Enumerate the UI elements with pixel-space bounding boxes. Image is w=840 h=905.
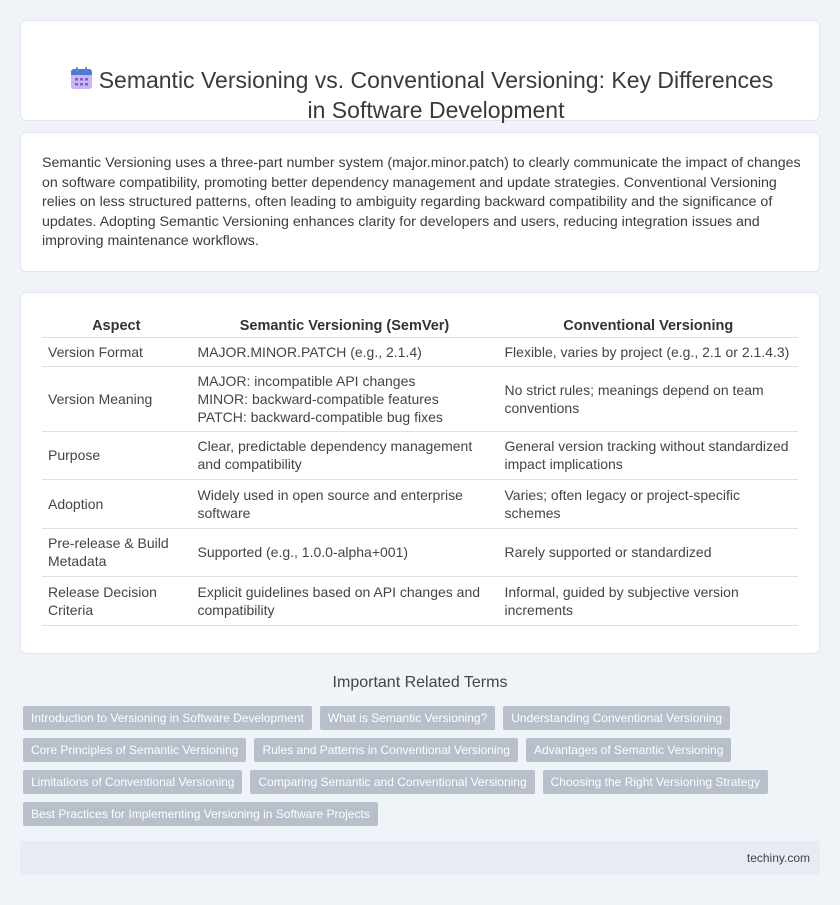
table-cell: Version Meaning bbox=[42, 366, 191, 431]
related-term-tag[interactable]: Best Practices for Implementing Versioning in Software Projects bbox=[23, 802, 378, 826]
column-header-conventional: Conventional Versioning bbox=[498, 317, 798, 337]
footer-site-link[interactable]: techiny.com bbox=[746, 851, 810, 865]
related-term-tag[interactable]: Core Principles of Semantic Versioning bbox=[23, 738, 246, 762]
column-header-aspect: Aspect bbox=[42, 317, 191, 337]
related-term-tag[interactable]: Introduction to Versioning in Software Development bbox=[23, 706, 312, 730]
table-cell: MAJOR.MINOR.PATCH (e.g., 2.1.4) bbox=[191, 337, 498, 366]
table-cell: Supported (e.g., 1.0.0-alpha+001) bbox=[191, 528, 498, 576]
table-cell: Version Format bbox=[42, 337, 191, 366]
related-term-tag[interactable]: Understanding Conventional Versioning bbox=[503, 706, 730, 730]
page-title: Semantic Versioning vs. Conventional Versioning: Key Differences in Software Development bbox=[98, 67, 774, 123]
footer bbox=[20, 841, 820, 875]
related-term-tag[interactable]: What is Semantic Versioning? bbox=[320, 706, 495, 730]
table-header-row bbox=[42, 317, 798, 337]
table-cell: Adoption bbox=[42, 479, 191, 528]
table-cell: General version tracking without standardized impact implications bbox=[498, 431, 798, 479]
table-cell: Explicit guidelines based on API changes and compatibility bbox=[191, 576, 498, 625]
table-cell: Varies; often legacy or project-specific schemes bbox=[498, 479, 798, 528]
table-cell: Informal, guided by subjective version increments bbox=[498, 576, 798, 625]
table-row bbox=[42, 337, 798, 366]
table-row bbox=[42, 366, 798, 431]
column-header-semver: Semantic Versioning (SemVer) bbox=[191, 317, 498, 337]
table-cell: Widely used in open source and enterprise software bbox=[191, 479, 498, 528]
table-row bbox=[42, 528, 798, 576]
related-term-tag[interactable]: Choosing the Right Versioning Strategy bbox=[543, 770, 768, 794]
table-row bbox=[42, 576, 798, 625]
table-cell: Pre-release & Build Metadata bbox=[42, 528, 191, 576]
related-term-tag[interactable]: Rules and Patterns in Conventional Versioning bbox=[254, 738, 518, 762]
table-cell: Rarely supported or standardized bbox=[498, 528, 798, 576]
related-terms-list bbox=[23, 706, 813, 834]
table-cell: Purpose bbox=[42, 431, 191, 479]
comparison-table-card bbox=[20, 292, 820, 654]
summary-card bbox=[20, 132, 820, 272]
table-cell: MAJOR: incompatible API changes MINOR: backward-compatible features PATCH: backward-compatible bug fixes bbox=[191, 366, 498, 431]
related-term-tag[interactable]: Advantages of Semantic Versioning bbox=[526, 738, 731, 762]
table-row bbox=[42, 479, 798, 528]
summary-text: Semantic Versioning uses a three-part number system (major.minor.patch) to clearly communicate the impact of changes on software compatibility, promoting better dependency management and update strategies. Conventional Versioning relies on less structured patterns, often leading to ambiguity regarding backward compatibility and the significance of updates. Adopting Semantic Versioning enhances clarity for developers and users, reducing integration issues and improving maintenance workflows. bbox=[42, 155, 801, 250]
comparison-table bbox=[42, 317, 798, 626]
related-term-tag[interactable]: Comparing Semantic and Conventional Versioning bbox=[250, 770, 534, 794]
table-cell: No strict rules; meanings depend on team conventions bbox=[498, 366, 798, 431]
table-cell: Clear, predictable dependency management and compatibility bbox=[191, 431, 498, 479]
title-card bbox=[20, 20, 820, 121]
related-term-tag[interactable]: Limitations of Conventional Versioning bbox=[23, 770, 242, 794]
table-cell: Release Decision Criteria bbox=[42, 576, 191, 625]
table-row bbox=[42, 431, 798, 479]
related-terms-title: Important Related Terms bbox=[332, 674, 508, 691]
table-cell: Flexible, varies by project (e.g., 2.1 or 2.1.4.3) bbox=[498, 337, 798, 366]
